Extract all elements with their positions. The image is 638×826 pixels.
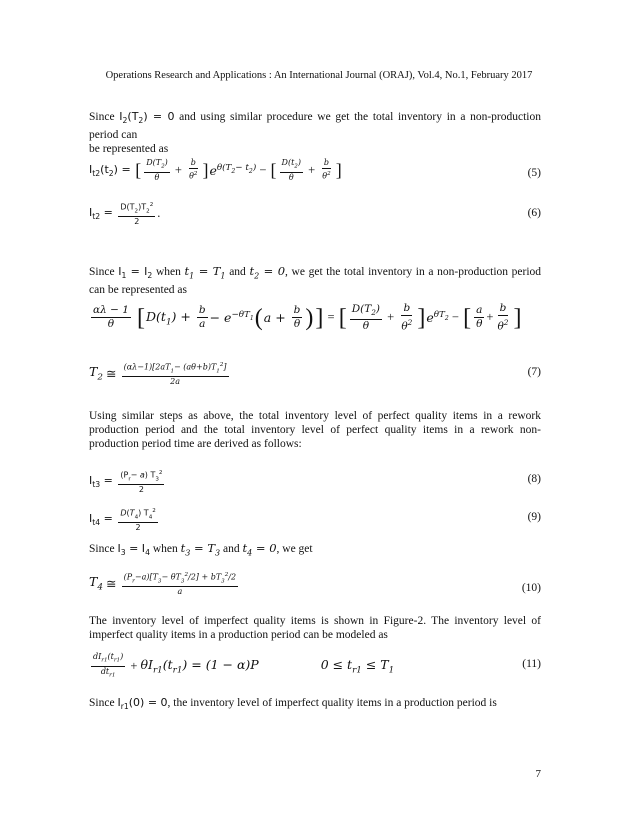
paragraph-1: Since $I_2(T_2) = 0$ and using similar procedure we get the total inventory in a non-production period can be represented as [89, 110, 542, 156]
paragraph-6: Since $I_{r1}(0) = 0$, the inventory level of imperfect quality items in a production period is [89, 696, 497, 712]
equation-11: $\frac{dI_{r1}(t_{r1})}{dt_{r1}}$ + $\theta I_{r1}(t_{r1}) = (1 - \alpha)P$ $0 \le t_{r1} \le T_1$ [93, 652, 395, 679]
paragraph-5: The inventory level of imperfect quality items is shown in Figure-2. The inventory level of imperfect quality items in a production period can be modeled as [89, 615, 541, 641]
equation-7: $T_2$ ≅ $\frac{(\alpha\lambda-1)[2aT_1- (a\theta+b)T_1^2]}{2a}$ [89, 362, 227, 387]
paragraph-4: Since $I_3 = I_4$ when $t_3 = T_3$ and $t_4 = 0$, we get [89, 541, 313, 558]
paragraph-3: Using similar steps as above, the total inventory level of perfect quality items in a rework production period and the total inventory level of perfect quality items in a rework non-production period time are derived as follows: [89, 410, 541, 450]
equation-number: (6) [527, 207, 541, 219]
equation-number: (10) [521, 582, 541, 594]
equation-8: $I_{t3}$ = $\frac{(P_r- a) T_3^2}{2}$ [89, 470, 163, 495]
page-number: 7 [535, 768, 541, 780]
equation-number: (5) [527, 167, 541, 179]
equation-number: (7) [527, 366, 541, 378]
equation-9: $I_{t4}$ = $\frac{D(T_4) T_4^2}{2}$ [89, 508, 156, 533]
equation-6: $I_{t2}$ = $\frac{D(T_2)T_2^2}{2}$ . [89, 202, 161, 227]
equation-equality: $\frac{\alpha\lambda - 1}{\theta}$ [ $D(t_1)$ + $\frac{b}{a}$ − $e^{-\theta T_1}$ ( a + $\frac{b}{\theta}$ ) ] = [ $\frac{D(T_2)}{\theta}$ + $\frac{b}{\theta^2}$ ] $e^{\theta T_2}$ − [ $\frac{a}{\theta}$ + $\frac{b}{\theta^2}$ ] [93, 302, 522, 333]
equation-number: (9) [527, 511, 541, 523]
equation-10: $T_4$ ≅ $\frac{(P_r-a)[T_3- \theta T_3^2/2] + bT_3^2/2}{a}$ [89, 572, 237, 597]
journal-header: Operations Research and Applications : An International Journal (ORAJ), Vol.4, No.1, February 2017 [105, 70, 533, 81]
paragraph-2: Since $I_1 = I_2$ when $t_1 = T_1$ and $t_2 = 0$, we get the total inventory in a non-production period can be represented as [89, 264, 542, 297]
equation-number: (8) [527, 473, 541, 485]
equation-number: (11) [522, 658, 541, 670]
equation-5: $I_{t2}(t_2)$ = [ $\frac{D(T_2)}{\theta}$ + $\frac{b}{\theta^2}$ ] $e^{\theta(T_2- t_2)}$ − [ $\frac{D(t_2)}{\theta}$ + $\frac{b}{\theta^2}$ ] [89, 158, 342, 182]
